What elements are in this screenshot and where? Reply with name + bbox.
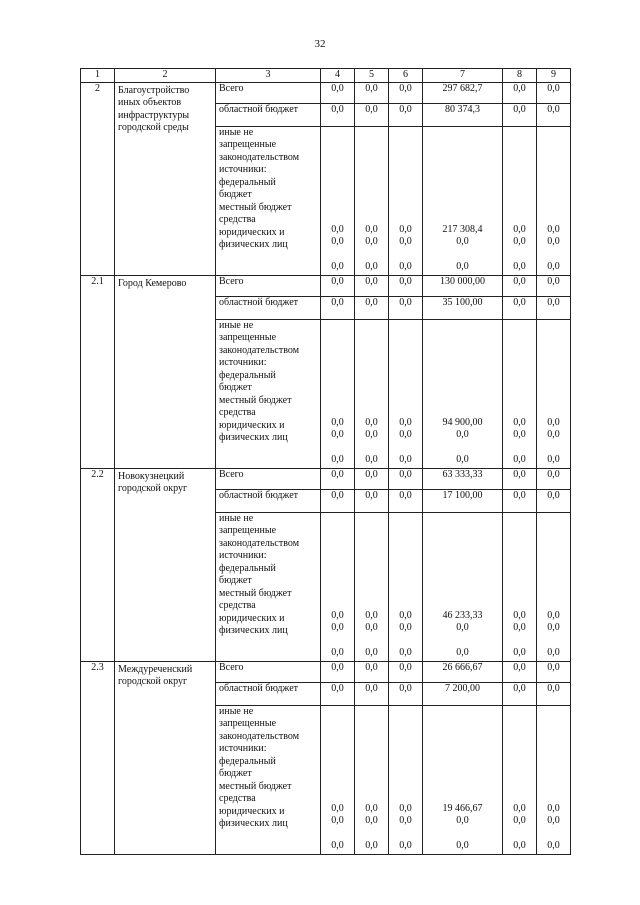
column-header: 3	[216, 69, 321, 83]
column-header: 4	[321, 69, 355, 83]
value-cell	[321, 512, 355, 661]
value-cell: 35 100,00	[423, 296, 503, 319]
value-line: 0,0	[331, 609, 344, 621]
value-line: 0,0	[399, 429, 412, 440]
value-cell: 0,0	[355, 275, 389, 296]
source-line: физических лиц	[219, 625, 288, 636]
source-line: законодательством	[219, 151, 300, 163]
source-line: юридических и	[219, 612, 285, 624]
value-cell	[389, 512, 423, 661]
source-line: средства	[219, 407, 256, 418]
value-cell: 0,0	[321, 275, 355, 296]
value-line: 0,0	[547, 261, 560, 272]
value-line	[356, 249, 387, 262]
value-cell: 80 374,3	[423, 103, 503, 126]
source-line: местный бюджет	[219, 201, 292, 213]
value-line	[356, 635, 387, 648]
value-line: 0,0	[399, 236, 412, 247]
table-row-total	[81, 661, 571, 682]
row-name: Междуреченский городской округ	[115, 661, 216, 854]
value-line: 0,0	[547, 622, 560, 633]
value-line: 0,0	[331, 429, 344, 440]
value-line: 46 233,33	[442, 609, 483, 621]
value-line: 0,0	[547, 840, 560, 851]
value-line: 0,0	[513, 840, 526, 851]
value-line: 0,0	[513, 223, 526, 235]
value-line	[356, 442, 387, 455]
source-line: местный бюджет	[219, 780, 292, 792]
value-line	[390, 249, 421, 262]
value-cell: 0,0	[355, 82, 389, 103]
value-line: 0,0	[513, 454, 526, 465]
table-header	[81, 69, 571, 83]
value-line	[504, 249, 535, 262]
value-cell: 0,0	[389, 468, 423, 489]
value-line	[424, 635, 501, 648]
value-line: 0,0	[456, 622, 469, 633]
source-line: законодательством	[219, 344, 300, 356]
value-cell: 0,0	[355, 661, 389, 682]
value-line: 0,0	[365, 223, 378, 235]
source-line: физических лиц	[219, 432, 288, 443]
value-line: 0,0	[399, 647, 412, 658]
value-cell: 0,0	[537, 661, 571, 682]
value-line: 19 466,67	[442, 802, 483, 814]
value-line: 0,0	[513, 815, 526, 826]
value-line: 0,0	[513, 647, 526, 658]
source-line: юридических и	[219, 805, 285, 817]
value-cell: 0,0	[321, 489, 355, 512]
value-cell: 0,0	[355, 682, 389, 705]
value-cell: 0,0	[321, 103, 355, 126]
column-header: 7	[423, 69, 503, 83]
value-line: 0,0	[365, 802, 378, 814]
value-line: 0,0	[399, 815, 412, 826]
value-cell	[355, 319, 389, 468]
value-line: 0,0	[456, 454, 469, 465]
column-header: 8	[503, 69, 537, 83]
source-label-other	[216, 705, 321, 854]
source-line: физических лиц	[219, 239, 288, 250]
value-line: 0,0	[331, 622, 344, 633]
value-line: 0,0	[456, 647, 469, 658]
source-line: законодательством	[219, 537, 300, 549]
table-row-total	[81, 82, 571, 103]
value-line: 0,0	[365, 416, 378, 428]
table-row-total	[81, 468, 571, 489]
source-line: средства	[219, 214, 256, 225]
value-line: 0,0	[399, 802, 412, 814]
value-line: 0,0	[331, 454, 344, 465]
budget-table	[80, 68, 571, 855]
value-cell: 297 682,7	[423, 82, 503, 103]
source-line: местный бюджет	[219, 394, 292, 406]
value-line: 0,0	[399, 622, 412, 633]
source-line: источники:	[219, 164, 267, 175]
value-line	[322, 249, 353, 262]
value-cell	[503, 126, 537, 275]
value-cell	[537, 126, 571, 275]
value-cell	[503, 319, 537, 468]
value-line: 0,0	[365, 261, 378, 272]
value-line: 0,0	[331, 236, 344, 247]
column-header: 2	[115, 69, 216, 83]
value-cell: 0,0	[537, 296, 571, 319]
value-cell: 0,0	[537, 103, 571, 126]
value-line: 0,0	[365, 840, 378, 851]
row-index: 2	[81, 82, 115, 275]
value-line	[538, 249, 569, 262]
value-cell	[355, 512, 389, 661]
value-cell	[389, 705, 423, 854]
source-line: юридических и	[219, 226, 285, 238]
value-line	[322, 442, 353, 455]
value-cell: 0,0	[321, 82, 355, 103]
value-cell: 0,0	[321, 468, 355, 489]
source-line: бюджет	[219, 768, 252, 779]
source-line: физических лиц	[219, 818, 288, 829]
value-line: 0,0	[513, 236, 526, 247]
column-header: 5	[355, 69, 389, 83]
value-cell: 0,0	[389, 489, 423, 512]
value-line: 0,0	[331, 815, 344, 826]
source-line: иные не	[219, 512, 254, 524]
column-header: 6	[389, 69, 423, 83]
source-line: федеральный	[219, 369, 276, 381]
value-line: 0,0	[547, 454, 560, 465]
value-line: 0,0	[513, 622, 526, 633]
source-line: источники:	[219, 550, 267, 561]
row-name: Город Кемерово	[115, 275, 216, 468]
value-cell: 0,0	[355, 103, 389, 126]
row-index: 2.1	[81, 275, 115, 468]
value-line: 0,0	[365, 454, 378, 465]
value-line: 0,0	[331, 223, 344, 235]
value-cell: 0,0	[537, 468, 571, 489]
row-name: Новокузнецкий городской округ	[115, 468, 216, 661]
value-cell: 0,0	[503, 682, 537, 705]
source-line: запрещенные	[219, 332, 277, 343]
source-line: федеральный	[219, 755, 276, 767]
value-cell: 0,0	[537, 82, 571, 103]
value-cell: 17 100,00	[423, 489, 503, 512]
row-index: 2.2	[81, 468, 115, 661]
source-label-other	[216, 512, 321, 661]
source-line: источники:	[219, 357, 267, 368]
source-line: юридических и	[219, 419, 285, 431]
value-cell: 0,0	[355, 489, 389, 512]
value-cell: 0,0	[355, 468, 389, 489]
source-line: бюджет	[219, 189, 252, 200]
value-cell	[321, 705, 355, 854]
value-cell	[503, 705, 537, 854]
source-line: местный бюджет	[219, 587, 292, 599]
value-line: 0,0	[456, 261, 469, 272]
value-line: 0,0	[456, 429, 469, 440]
value-line	[322, 828, 353, 841]
value-line: 0,0	[547, 416, 560, 428]
value-cell	[321, 319, 355, 468]
value-line: 0,0	[331, 647, 344, 658]
source-label-other	[216, 126, 321, 275]
column-header: 9	[537, 69, 571, 83]
source-line: иные не	[219, 705, 254, 717]
value-line: 0,0	[365, 815, 378, 826]
source-line: законодательством	[219, 730, 300, 742]
value-cell: 0,0	[389, 296, 423, 319]
source-label-total: Всего	[216, 661, 321, 682]
source-line: запрещенные	[219, 718, 277, 729]
value-line	[424, 442, 501, 455]
value-line: 0,0	[365, 647, 378, 658]
value-cell	[423, 126, 503, 275]
value-cell: 0,0	[355, 296, 389, 319]
value-line	[504, 442, 535, 455]
value-line	[538, 442, 569, 455]
value-cell: 26 666,67	[423, 661, 503, 682]
value-cell: 0,0	[503, 661, 537, 682]
value-line: 0,0	[399, 223, 412, 235]
value-line: 0,0	[456, 840, 469, 851]
value-cell: 0,0	[503, 275, 537, 296]
value-line: 0,0	[365, 622, 378, 633]
value-line: 0,0	[399, 840, 412, 851]
value-cell	[355, 126, 389, 275]
value-cell: 0,0	[503, 489, 537, 512]
value-cell	[321, 126, 355, 275]
value-line	[390, 828, 421, 841]
value-line: 0,0	[547, 223, 560, 235]
value-cell: 0,0	[503, 468, 537, 489]
value-cell: 0,0	[389, 661, 423, 682]
value-cell	[423, 512, 503, 661]
value-cell: 0,0	[537, 682, 571, 705]
source-label-regional: областной бюджет	[216, 682, 321, 705]
value-cell	[355, 705, 389, 854]
value-line: 0,0	[456, 236, 469, 247]
table-body	[81, 82, 571, 854]
value-cell: 7 200,00	[423, 682, 503, 705]
value-line	[504, 828, 535, 841]
source-label-other	[216, 319, 321, 468]
value-cell	[423, 705, 503, 854]
page-number: 32	[314, 38, 326, 50]
value-cell: 0,0	[321, 682, 355, 705]
source-line: запрещенные	[219, 525, 277, 536]
source-line: бюджет	[219, 575, 252, 586]
value-line: 0,0	[547, 815, 560, 826]
source-line: запрещенные	[219, 139, 277, 150]
value-line: 0,0	[513, 429, 526, 440]
source-line: федеральный	[219, 176, 276, 188]
value-line: 0,0	[331, 261, 344, 272]
value-line: 0,0	[331, 840, 344, 851]
value-cell: 0,0	[321, 661, 355, 682]
row-name: Благоустройство иных объектов инфраструктуры городской среды	[115, 82, 216, 275]
value-line: 0,0	[547, 236, 560, 247]
source-line: источники:	[219, 743, 267, 754]
value-line: 0,0	[547, 802, 560, 814]
value-cell: 0,0	[537, 275, 571, 296]
table-row-total	[81, 275, 571, 296]
value-line	[504, 635, 535, 648]
value-cell: 0,0	[321, 296, 355, 319]
source-label-total: Всего	[216, 82, 321, 103]
value-cell: 0,0	[503, 103, 537, 126]
source-label-total: Всего	[216, 468, 321, 489]
value-cell	[389, 126, 423, 275]
value-cell: 63 333,33	[423, 468, 503, 489]
source-line: средства	[219, 600, 256, 611]
value-line	[538, 635, 569, 648]
value-line: 94 900,00	[442, 416, 483, 428]
value-cell: 0,0	[389, 103, 423, 126]
value-cell: 130 000,00	[423, 275, 503, 296]
value-cell: 0,0	[537, 489, 571, 512]
value-cell	[537, 319, 571, 468]
column-header: 1	[81, 69, 115, 83]
value-line: 0,0	[365, 236, 378, 247]
value-line: 0,0	[399, 261, 412, 272]
source-line: федеральный	[219, 562, 276, 574]
value-line	[322, 635, 353, 648]
value-cell	[537, 705, 571, 854]
value-line: 0,0	[513, 416, 526, 428]
value-line: 0,0	[399, 609, 412, 621]
value-line: 0,0	[547, 647, 560, 658]
value-line: 0,0	[513, 802, 526, 814]
source-line: средства	[219, 793, 256, 804]
value-line: 0,0	[399, 416, 412, 428]
value-line	[390, 635, 421, 648]
value-line: 0,0	[331, 416, 344, 428]
value-line: 0,0	[547, 429, 560, 440]
source-line: иные не	[219, 319, 254, 331]
value-cell: 0,0	[503, 296, 537, 319]
value-line	[390, 442, 421, 455]
source-label-regional: областной бюджет	[216, 489, 321, 512]
value-line	[424, 828, 501, 841]
value-line: 0,0	[399, 454, 412, 465]
value-cell: 0,0	[389, 82, 423, 103]
row-index: 2.3	[81, 661, 115, 854]
value-line	[356, 828, 387, 841]
value-line	[424, 249, 501, 262]
source-label-total: Всего	[216, 275, 321, 296]
value-line: 0,0	[513, 261, 526, 272]
value-cell	[537, 512, 571, 661]
value-cell	[503, 512, 537, 661]
value-cell: 0,0	[389, 682, 423, 705]
value-line: 0,0	[513, 609, 526, 621]
value-cell	[423, 319, 503, 468]
source-label-regional: областной бюджет	[216, 103, 321, 126]
source-line: бюджет	[219, 382, 252, 393]
value-cell: 0,0	[503, 82, 537, 103]
value-line: 217 308,4	[442, 223, 483, 235]
value-line: 0,0	[365, 429, 378, 440]
source-label-regional: областной бюджет	[216, 296, 321, 319]
value-cell	[389, 319, 423, 468]
value-line	[538, 828, 569, 841]
value-line: 0,0	[365, 609, 378, 621]
value-line: 0,0	[331, 802, 344, 814]
value-cell: 0,0	[389, 275, 423, 296]
source-line: иные не	[219, 126, 254, 138]
value-line: 0,0	[456, 815, 469, 826]
value-line: 0,0	[547, 609, 560, 621]
